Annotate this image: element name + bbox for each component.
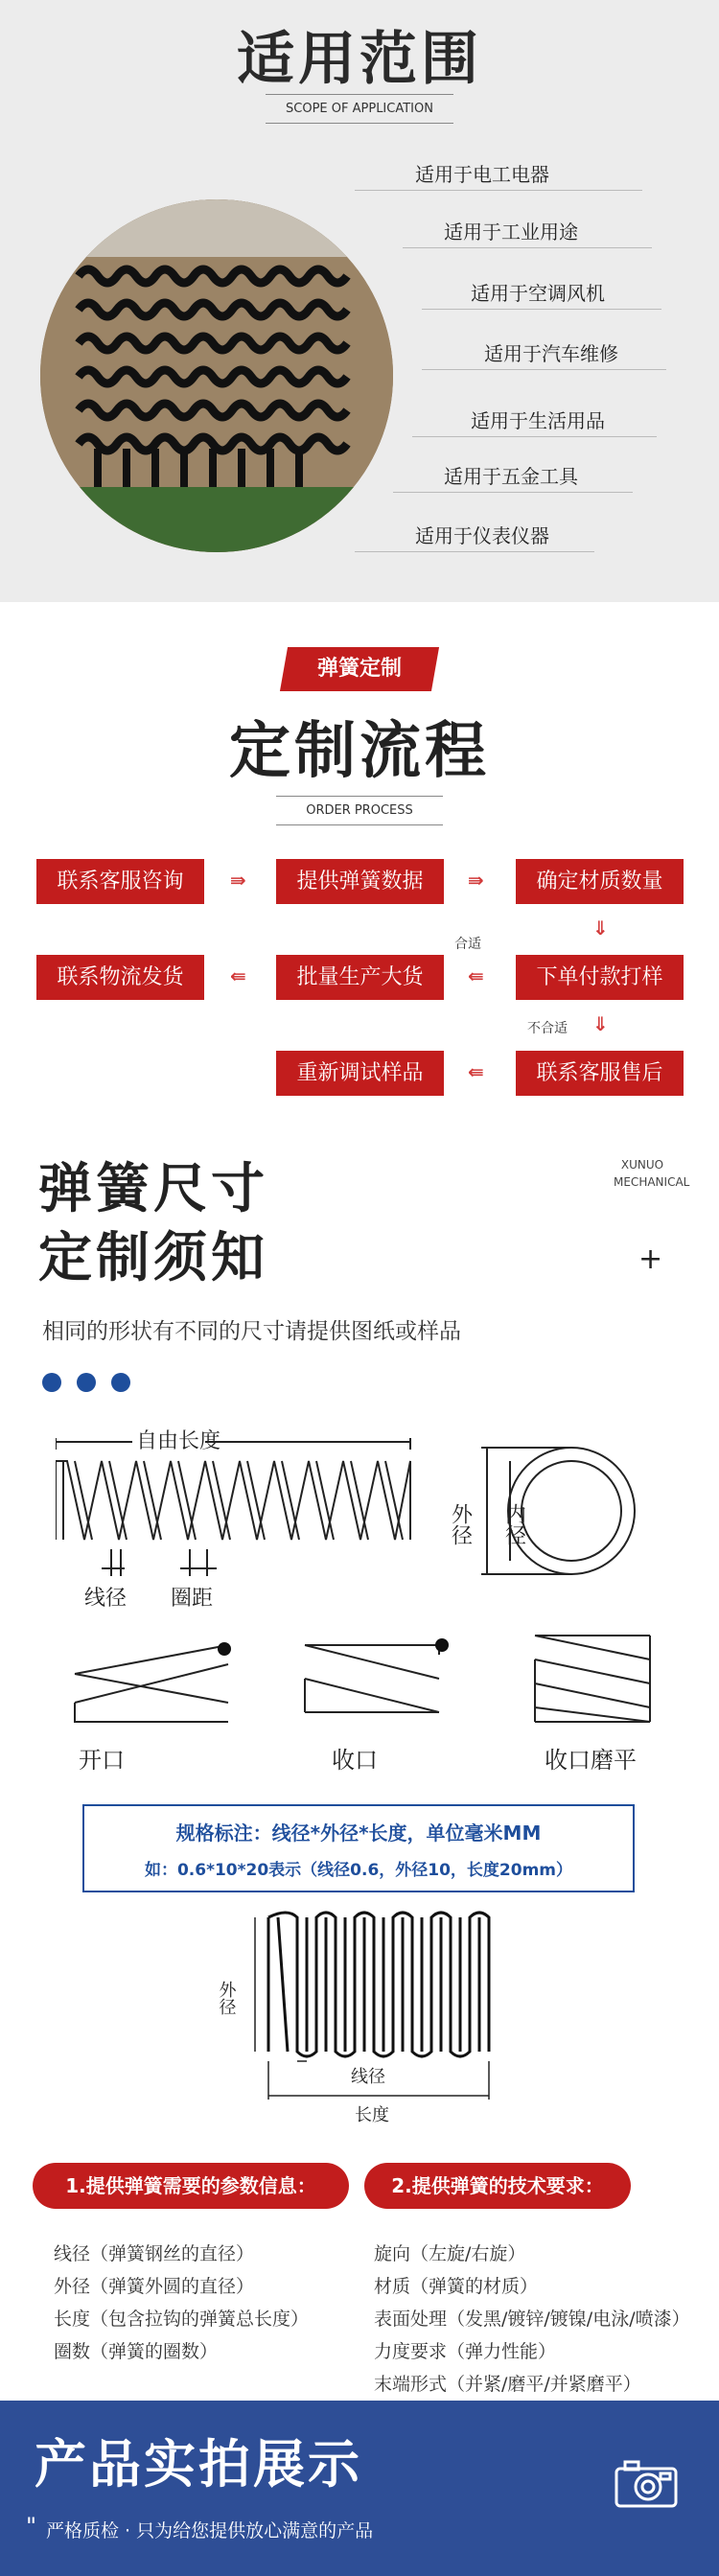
closed-end-label: 收口	[332, 1747, 378, 1774]
divider	[276, 824, 443, 825]
scope-title: 适用范围	[237, 26, 482, 93]
arrow-right-icon: ⇛	[468, 869, 484, 892]
arrow-left-icon: ⇚	[468, 964, 484, 987]
spring-dimension-diagram	[56, 1415, 679, 1781]
open-end-label: 开口	[79, 1747, 125, 1774]
tech-pill: 2.提供弹簧的技术要求：	[364, 2163, 631, 2209]
leader-line	[355, 551, 594, 552]
leader-line	[393, 492, 633, 493]
showcase-banner	[0, 2401, 719, 2576]
arrow-down-icon: ⇓	[592, 917, 609, 940]
param-item: 圈数（弹簧的圈数）	[54, 2341, 219, 2362]
tech-item: 旋向（左旋/右旋）	[374, 2243, 526, 2264]
showcase-subtitle: 严格质检 · 只为给您提供放心满意的产品	[46, 2520, 374, 2541]
brand-line-2: MECHANICAL	[614, 1175, 690, 1189]
outer-dia-label: 外径	[448, 1503, 473, 1545]
dot-icon	[42, 1373, 61, 1392]
params-pill: 1.提供弹簧需要的参数信息：	[33, 2163, 349, 2209]
pitch-label: 圈距	[171, 1587, 214, 1611]
step-order-sample: 下单付款打样	[516, 955, 684, 1000]
size-title-1: 弹簧尺寸	[38, 1158, 268, 1220]
tech-item: 材质（弹簧的材质）	[374, 2276, 539, 2297]
step-logistics: 联系物流发货	[36, 955, 204, 1000]
divider	[266, 94, 453, 95]
scope-item-aircon: 适用于空调风机	[471, 282, 605, 305]
step-mass-production: 批量生产大货	[276, 955, 444, 1000]
scope-item-instrument: 适用于仪表仪器	[415, 524, 549, 547]
showcase-title: 产品实拍展示	[35, 2434, 362, 2495]
not-ok-label: 不合适	[527, 1021, 568, 1036]
arrow-down-icon: ⇓	[592, 1012, 609, 1035]
leader-line	[403, 247, 652, 248]
ground-end-label: 收口磨平	[545, 1747, 637, 1774]
step-contact-service: 联系客服咨询	[36, 859, 204, 904]
spec-line-2: 如：0.6*10*20表示（线径0.6，外径10，长度20mm）	[144, 1861, 573, 1880]
inner-dia-label: 内径	[501, 1503, 526, 1545]
springs-photo	[40, 199, 393, 552]
arrow-left-icon: ⇚	[468, 1060, 484, 1083]
arrow-right-icon: ⇛	[230, 869, 246, 892]
quote-mark: "	[26, 2513, 37, 2540]
step-provide-data: 提供弹簧数据	[276, 859, 444, 904]
spec-line-1: 规格标注：线径*外径*长度，单位毫米MM	[175, 1822, 542, 1845]
spring-measure-diagram	[201, 1908, 518, 2128]
scope-item-industrial: 适用于工业用途	[444, 220, 578, 244]
ok-label: 合适	[454, 937, 481, 952]
camera-icon	[614, 2459, 679, 2509]
dot-icon	[77, 1373, 96, 1392]
tech-item: 力度要求（弹力性能）	[374, 2341, 557, 2362]
plus-icon: +	[638, 1242, 663, 1276]
param-item: 外径（弹簧外圆的直径）	[54, 2276, 255, 2297]
scope-item-hardware: 适用于五金工具	[444, 465, 578, 488]
scope-item-electric: 适用于电工电器	[415, 163, 549, 186]
size-note: 相同的形状有不同的尺寸请提供图纸或样品	[42, 1319, 461, 1344]
params-list	[54, 2238, 309, 2368]
leader-line	[412, 436, 657, 437]
leader-line	[422, 369, 666, 370]
wire-label-2: 线径	[351, 2067, 385, 2087]
scope-section	[0, 0, 719, 602]
scope-subtitle: SCOPE OF APPLICATION	[286, 102, 433, 116]
dot-icon	[111, 1373, 130, 1392]
arrow-left-icon: ⇚	[230, 964, 246, 987]
tech-item: 末端形式（并紧/磨平/并紧磨平）	[374, 2374, 641, 2395]
leader-line	[355, 190, 642, 191]
outer-dia-label-2: 外径	[216, 1981, 237, 2015]
brand-name	[614, 1156, 689, 1191]
scope-item-daily: 适用于生活用品	[471, 409, 605, 432]
ribbon-label: 弹簧定制	[316, 657, 402, 681]
step-after-sales: 联系客服售后	[516, 1051, 684, 1096]
leader-line	[422, 309, 661, 310]
tech-item: 表面处理（发黑/镀锌/镀镍/电泳/喷漆）	[374, 2309, 690, 2330]
size-title-2: 定制须知	[38, 1227, 268, 1289]
length-label-2: 长度	[355, 2105, 389, 2125]
process-title: 定制流程	[229, 716, 490, 787]
param-item: 线径（弹簧钢丝的直径）	[54, 2243, 255, 2264]
free-length-label: 自由长度	[136, 1429, 221, 1453]
process-subtitle: ORDER PROCESS	[306, 803, 413, 818]
custom-ribbon	[280, 647, 439, 691]
wire-dia-label: 线径	[84, 1587, 128, 1611]
divider	[276, 796, 443, 797]
spec-notation-box	[82, 1804, 635, 1892]
param-item: 长度（包含拉钩的弹簧总长度）	[54, 2309, 310, 2330]
brand-line-1: XUNUO	[620, 1158, 664, 1172]
step-confirm-material: 确定材质数量	[516, 859, 684, 904]
step-readjust-sample: 重新调试样品	[276, 1051, 444, 1096]
tech-list	[374, 2238, 690, 2401]
divider	[266, 123, 453, 124]
scope-item-auto: 适用于汽车维修	[484, 342, 618, 365]
